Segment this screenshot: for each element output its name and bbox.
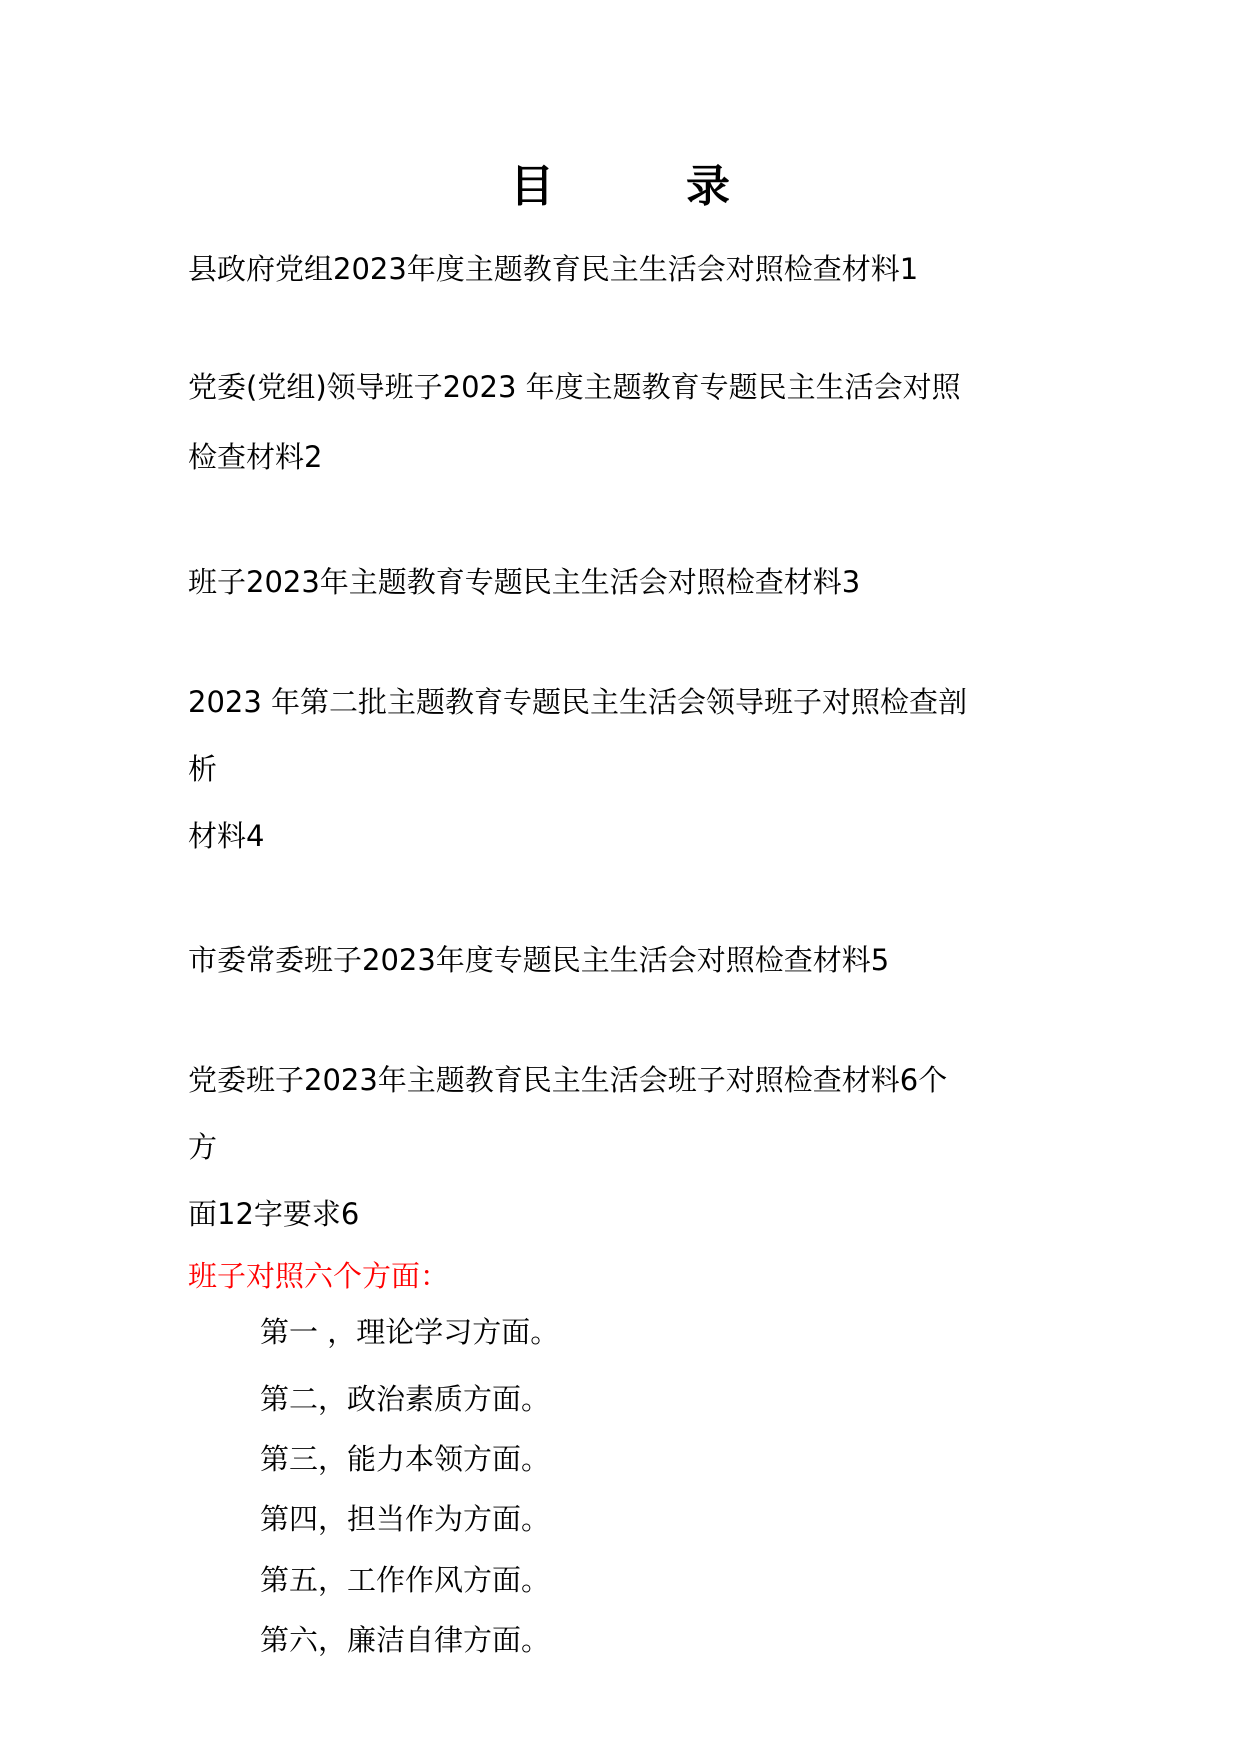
toc-entry-4-line-1: 2023 年第二批主题教育专题民主生活会领导班子对照检查剖: [188, 685, 968, 719]
toc-entry-6-line-2: 方: [188, 1130, 218, 1164]
toc-entry-1-line-1: 县政府党组2023年度主题教育民主生活会对照检查材料1: [188, 252, 919, 286]
toc-entry-4-line-3: 材料4: [188, 819, 265, 853]
toc-entry-6-line-3: 面12字要求6: [188, 1197, 360, 1231]
toc-entry-4-line-2: 析: [188, 752, 218, 786]
toc-entry-6-line-1: 党委班子2023年主题教育民主生活会班子对照检查材料6个: [188, 1063, 948, 1097]
aspect-item-1: 第一 ，理论学习方面。: [260, 1315, 560, 1349]
section-heading: 班子对照六个方面：: [188, 1259, 450, 1293]
page-title: 目 录: [510, 161, 774, 212]
toc-entry-2-line-1: 党委(党组)领导班子2023 年度主题教育专题民主生活会对照: [188, 370, 961, 404]
aspect-item-6: 第六，廉洁自律方面。: [260, 1623, 551, 1657]
toc-entry-2-line-2: 检查材料2: [188, 440, 323, 474]
aspect-item-5: 第五，工作作风方面。: [260, 1563, 551, 1597]
aspect-item-4: 第四，担当作为方面。: [260, 1502, 551, 1536]
aspect-item-3: 第三，能力本领方面。: [260, 1442, 551, 1476]
toc-entry-3-line-1: 班子2023年主题教育专题民主生活会对照检查材料3: [188, 565, 861, 599]
toc-entry-5-line-1: 市委常委班子2023年度专题民主生活会对照检查材料5: [188, 943, 890, 977]
aspect-item-2: 第二，政治素质方面。: [260, 1382, 551, 1416]
